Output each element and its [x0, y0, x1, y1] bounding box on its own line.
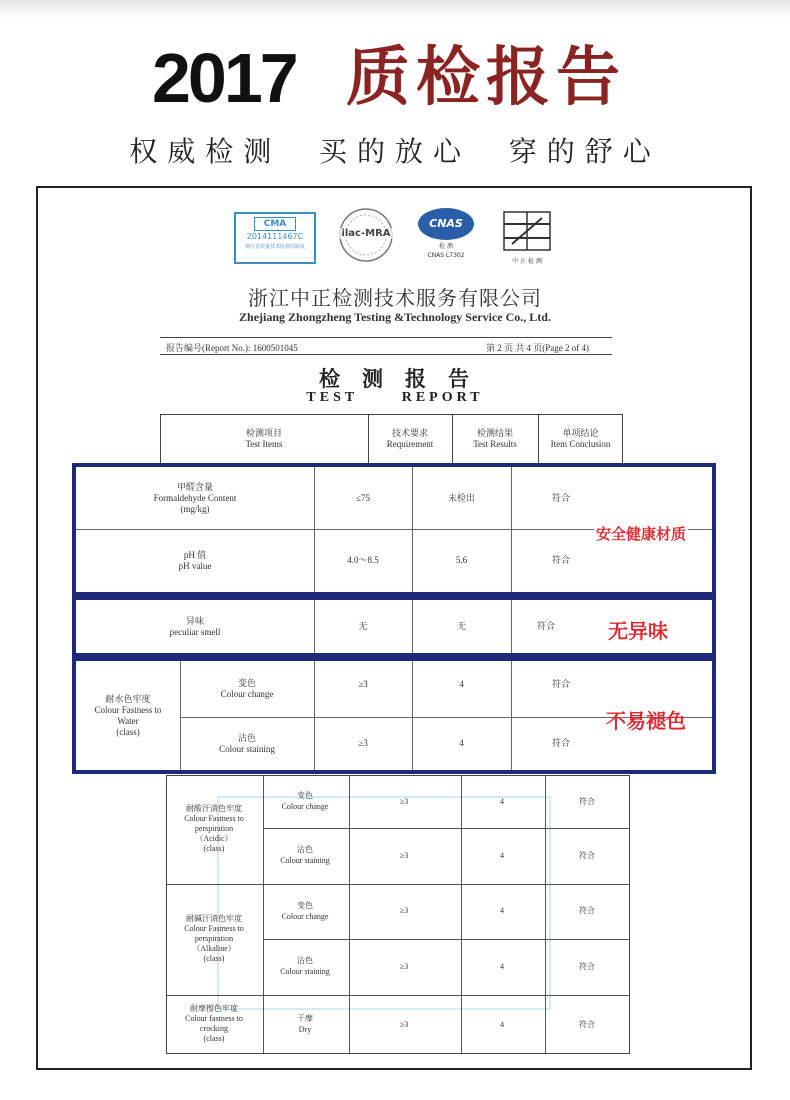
water-staining-result: 4 — [459, 738, 464, 748]
zz-logo — [496, 210, 558, 268]
col-items: 检测项目 Test Items — [245, 428, 283, 449]
header-year: 2017 — [152, 39, 296, 117]
crocking-dry-conclusion: 符合 — [579, 1019, 595, 1029]
cnas-logo — [414, 208, 478, 268]
report-title-en — [0, 390, 790, 406]
ilac-mra-logo — [334, 206, 398, 264]
top-shadow — [0, 0, 790, 18]
report-rule-top — [160, 337, 612, 338]
annotation-no-fade: 不易褪色 — [606, 709, 686, 733]
acidic-staining-conclusion: 符合 — [579, 850, 595, 860]
alkaline-change-item: 变色 Colour change — [281, 900, 329, 921]
water-staining-requirement: ≥3 — [358, 738, 368, 748]
acidic-change-conclusion: 符合 — [579, 796, 595, 806]
report-title-en-2: REPORT — [401, 390, 484, 405]
alkaline-staining-result: 4 — [500, 961, 504, 971]
water-change-requirement: ≥3 — [358, 678, 368, 689]
water-staining-conclusion: 符合 — [551, 738, 570, 748]
acidic-staining-item: 沾色 Colour staining — [280, 845, 330, 865]
col-conclusion: 单项结论 Item Conclusion — [550, 428, 611, 449]
water-change-conclusion: 符合 — [551, 678, 570, 689]
alkaline-group: 耐碱汗渍色牢度 Colour Fastness to perspiration （Alkaline） (class) — [184, 913, 244, 963]
alkaline-change-conclusion: 符合 — [579, 906, 595, 915]
water-change-result: 4 — [459, 678, 464, 689]
cma-code: 2014111467C — [246, 232, 304, 241]
formaldehyde-conclusion: 符合 — [551, 492, 570, 503]
acidic-change-requirement: ≥3 — [399, 796, 409, 806]
col-requirement: 技术要求 Requirement — [386, 428, 434, 449]
ph-result: 5.6 — [455, 555, 468, 565]
crocking-group: 耐摩擦色牢度 Colour fastness to crocking (class) — [185, 1004, 243, 1043]
water-group: 耐水色牢度 Colour Fastness to Water (class) — [94, 693, 162, 737]
report-title-cn: 检测报告 — [319, 367, 491, 391]
cma-logo — [234, 212, 316, 264]
header-subtitle: 权威检测 买的放心 穿的舒心 — [129, 135, 661, 168]
water-staining-item: 沾色 Colour staining — [219, 732, 275, 754]
ph-conclusion: 符合 — [551, 555, 570, 565]
zz-emblem-icon — [496, 210, 558, 254]
col-results: 检测结果 Test Results — [473, 428, 517, 449]
crocking-dry-item: 干摩 Dry — [297, 1014, 313, 1034]
annotation-safe-materials: 安全健康材质 — [596, 525, 687, 543]
acidic-staining-result: 4 — [500, 850, 504, 860]
smell-item: 异味 peculiar smell — [169, 615, 221, 637]
cma-mark-icon: CMA — [254, 217, 296, 231]
acidic-group: 耐酸汗渍色牢度 Colour Fastness to perspiration （Acidic） (class) — [184, 804, 244, 853]
alkaline-change-requirement: ≥3 — [399, 906, 409, 915]
cnas-number: CNAS L7302 — [427, 252, 465, 259]
zz-label: 中 正 检 测 — [512, 258, 542, 265]
company-name-en: Zhejiang Zhongzheng Testing &Technology Service Co., Ltd. — [239, 310, 551, 324]
crocking-dry-result: 4 — [500, 1019, 504, 1029]
acidic-change-result: 4 — [500, 796, 504, 806]
cnas-label: CNAS — [429, 217, 463, 230]
smell-result: 无 — [456, 621, 466, 631]
report-rule-bottom — [160, 354, 612, 355]
cnas-oval-icon — [418, 208, 474, 240]
acidic-staining-requirement: ≥3 — [399, 850, 409, 860]
acidic-change-item: 变色 Colour change — [281, 791, 329, 811]
formaldehyde-requirement: ≤75 — [356, 492, 370, 503]
ph-item: pH 值 pH value — [178, 549, 212, 571]
alkaline-staining-conclusion: 符合 — [579, 961, 595, 971]
cma-issuer: 浙江省质量技术监督局颁发 — [244, 244, 305, 250]
company-name-cn: 浙江中正检测技术服务有限公司 — [248, 286, 542, 310]
formaldehyde-item: 甲醛含量 Formaldehyde Content (mg/kg) — [153, 481, 237, 514]
crocking-dry-requirement: ≥3 — [399, 1019, 409, 1029]
alkaline-staining-item: 沾色 Colour staining — [280, 956, 330, 976]
alkaline-change-result: 4 — [500, 906, 504, 915]
report-title-en-1: TEST — [306, 390, 359, 405]
ilac-label: ilac-MRA — [334, 228, 398, 239]
formaldehyde-result: 未检出 — [447, 492, 475, 503]
report-number: 报告编号(Report No.): 1600501045 — [166, 343, 298, 353]
alkaline-staining-requirement: ≥3 — [399, 961, 409, 971]
cnas-sub: 检 测 — [439, 243, 453, 250]
smell-conclusion: 符合 — [536, 621, 555, 631]
ph-requirement: 4.0～8.5 — [347, 555, 379, 565]
header-title: 质检报告 — [346, 41, 626, 115]
report-page: 第 2 页 共 4 页(Page 2 of 4) — [486, 343, 589, 353]
smell-requirement: 无 — [358, 621, 368, 631]
water-change-item: 变色 Colour change — [220, 678, 274, 699]
annotation-no-smell: 无异味 — [608, 619, 668, 643]
